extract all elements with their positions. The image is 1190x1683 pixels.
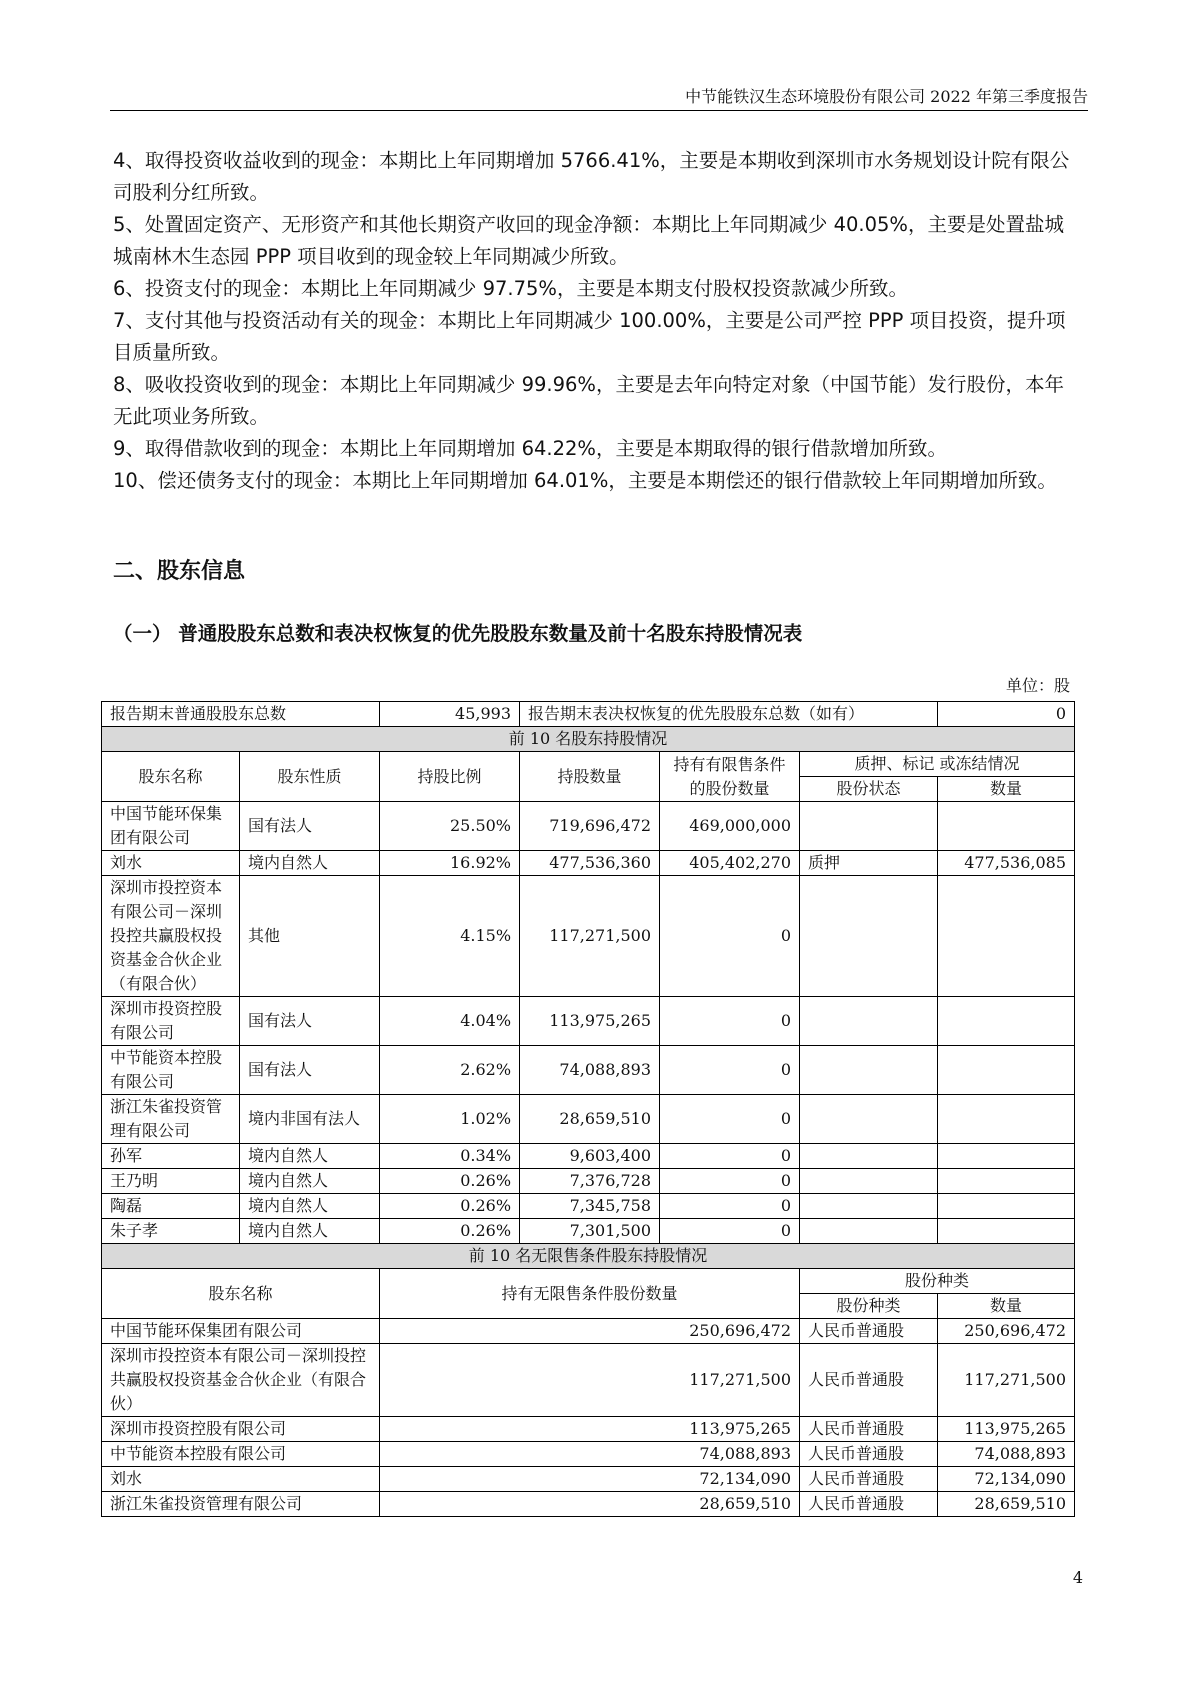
cell-name: 浙江朱雀投资管理有限公司 (102, 1095, 240, 1144)
cell-name: 朱子孝 (102, 1219, 240, 1244)
cell-shares: 9,603,400 (520, 1144, 660, 1169)
cell-holder-name: 深圳市投控资本有限公司－深圳投控共赢股权投资基金合伙企业（有限合伙） (102, 1344, 380, 1417)
cell-unrestricted-qty: 117,271,500 (380, 1344, 800, 1417)
paragraph: 10、偿还债务支付的现金：本期比上年同期增加 64.01%，主要是本期偿还的银行借款较上年同期增加所致。 (113, 469, 1057, 492)
cell-restricted: 0 (660, 1219, 800, 1244)
cell-restricted: 0 (660, 997, 800, 1046)
section-row (102, 1244, 1075, 1269)
cell-share-class: 人民币普通股 (800, 1344, 938, 1417)
cell-class-amount: 113,975,265 (938, 1417, 1075, 1442)
table-row (102, 1344, 1075, 1417)
cell-amount (938, 1194, 1075, 1219)
pref-holders-value: 0 (938, 702, 1075, 727)
cell-amount (938, 1169, 1075, 1194)
col-header-nature: 股东性质 (240, 752, 380, 802)
table-row (102, 1144, 1075, 1169)
cell-shares: 74,088,893 (520, 1046, 660, 1095)
cell-name: 中国节能环保集团有限公司 (102, 802, 240, 851)
subsection-title: （一） 普通股股东总数和表决权恢复的优先股股东数量及前十名股东持股情况表 (113, 622, 803, 645)
cell-amount (938, 1046, 1075, 1095)
cell-shares: 7,376,728 (520, 1169, 660, 1194)
cell-holder-name: 浙江朱雀投资管理有限公司 (102, 1492, 380, 1517)
cell-ratio: 4.04% (380, 997, 520, 1046)
cell-restricted: 0 (660, 876, 800, 997)
cell-amount (938, 1144, 1075, 1169)
unit-label: 单位：股 (1005, 676, 1070, 695)
cell-restricted: 0 (660, 1194, 800, 1219)
cell-amount: 477,536,085 (938, 851, 1075, 876)
table-row (102, 1194, 1075, 1219)
summary-row (102, 702, 1075, 727)
cell-unrestricted-qty: 72,134,090 (380, 1467, 800, 1492)
cell-nature: 境内自然人 (240, 1194, 380, 1219)
page-number: 4 (1072, 1568, 1083, 1587)
cell-ratio: 2.62% (380, 1046, 520, 1095)
cell-ratio: 4.15% (380, 876, 520, 997)
table-row (102, 1095, 1075, 1144)
cell-amount (938, 802, 1075, 851)
paragraph: 6、投资支付的现金：本期比上年同期减少 97.75%，主要是本期支付股权投资款减少所致。 (113, 277, 908, 300)
table-row (102, 1417, 1075, 1442)
cell-share-class: 人民币普通股 (800, 1442, 938, 1467)
cell-name: 王乃明 (102, 1169, 240, 1194)
cell-status (800, 997, 938, 1046)
cell-ratio: 0.26% (380, 1219, 520, 1244)
col-header-ratio: 持股比例 (380, 752, 520, 802)
cell-status (800, 1144, 938, 1169)
cell-nature: 国有法人 (240, 997, 380, 1046)
cell-holder-name: 中国节能环保集团有限公司 (102, 1319, 380, 1344)
cell-restricted: 469,000,000 (660, 802, 800, 851)
cell-unrestricted-qty: 250,696,472 (380, 1319, 800, 1344)
cell-restricted: 0 (660, 1095, 800, 1144)
cell-share-class: 人民币普通股 (800, 1467, 938, 1492)
cell-class-amount: 74,088,893 (938, 1442, 1075, 1467)
cell-amount (938, 997, 1075, 1046)
cell-name: 深圳市投资控股有限公司 (102, 997, 240, 1046)
table-row (102, 1046, 1075, 1095)
cell-amount (938, 1219, 1075, 1244)
col-header-amount: 数量 (938, 777, 1075, 802)
table-row (102, 876, 1075, 997)
table-row (102, 997, 1075, 1046)
cell-shares: 113,975,265 (520, 997, 660, 1046)
cell-name: 陶磊 (102, 1194, 240, 1219)
cell-nature: 国有法人 (240, 1046, 380, 1095)
paragraph: 4、取得投资收益收到的现金：本期比上年同期增加 5766.41%，主要是本期收到深圳市水务规划设计院有限公司股利分红所致。 (113, 149, 1070, 204)
cell-share-class: 人民币普通股 (800, 1417, 938, 1442)
cell-class-amount: 117,271,500 (938, 1344, 1075, 1417)
cell-ratio: 0.26% (380, 1194, 520, 1219)
cell-name: 中节能资本控股有限公司 (102, 1046, 240, 1095)
table-row (102, 1169, 1075, 1194)
cell-shares: 477,536,360 (520, 851, 660, 876)
paragraph-list (113, 145, 1073, 497)
cell-amount (938, 876, 1075, 997)
col-header-unrestricted-qty: 持有无限售条件股份数量 (380, 1269, 800, 1319)
cell-class-amount: 72,134,090 (938, 1467, 1075, 1492)
shareholder-table (101, 701, 1075, 1517)
cell-status (800, 802, 938, 851)
col-header-name: 股东名称 (102, 752, 240, 802)
paragraph: 5、处置固定资产、无形资产和其他长期资产收回的现金净额：本期比上年同期减少 40.05%，主要是处置盐城城南林木生态园 PPP 项目收到的现金较上年同期减少所致。 (113, 213, 1064, 268)
cell-shares: 117,271,500 (520, 876, 660, 997)
col-header-class: 股份种类 (800, 1294, 938, 1319)
table-row (102, 1492, 1075, 1517)
cell-nature: 境内自然人 (240, 1169, 380, 1194)
cell-amount (938, 1095, 1075, 1144)
cell-ratio: 25.50% (380, 802, 520, 851)
cell-ratio: 0.26% (380, 1169, 520, 1194)
cell-shares: 7,345,758 (520, 1194, 660, 1219)
cell-nature: 境内非国有法人 (240, 1095, 380, 1144)
cell-shares: 719,696,472 (520, 802, 660, 851)
paragraph: 9、取得借款收到的现金：本期比上年同期增加 64.22%，主要是本期取得的银行借款增加所致。 (113, 437, 947, 460)
cell-class-amount: 28,659,510 (938, 1492, 1075, 1517)
cell-ratio: 0.34% (380, 1144, 520, 1169)
table-row (102, 1319, 1075, 1344)
cell-status (800, 1219, 938, 1244)
cell-status: 质押 (800, 851, 938, 876)
cell-ratio: 16.92% (380, 851, 520, 876)
table-row (102, 802, 1075, 851)
col-header-restricted: 持有有限售条件的股份数量 (660, 752, 800, 802)
unrestricted-title: 前 10 名无限售条件股东持股情况 (102, 1244, 1075, 1269)
cell-unrestricted-qty: 113,975,265 (380, 1417, 800, 1442)
section-row (102, 727, 1075, 752)
cell-nature: 境内自然人 (240, 851, 380, 876)
cell-share-class: 人民币普通股 (800, 1492, 938, 1517)
cell-unrestricted-qty: 28,659,510 (380, 1492, 800, 1517)
cell-nature: 其他 (240, 876, 380, 997)
cell-name: 深圳市投控资本有限公司－深圳投控共赢股权投资基金合伙企业（有限合伙） (102, 876, 240, 997)
top10-title: 前 10 名股东持股情况 (102, 727, 1075, 752)
table-row (102, 851, 1075, 876)
cell-status (800, 1194, 938, 1219)
col-header-holder-name: 股东名称 (102, 1269, 380, 1319)
cell-holder-name: 刘水 (102, 1467, 380, 1492)
cell-holder-name: 中节能资本控股有限公司 (102, 1442, 380, 1467)
cell-status (800, 876, 938, 997)
cell-ratio: 1.02% (380, 1095, 520, 1144)
cell-status (800, 1095, 938, 1144)
paragraph: 7、支付其他与投资活动有关的现金：本期比上年同期减少 100.00%，主要是公司严控 PPP 项目投资，提升项目质量所致。 (113, 309, 1066, 364)
cell-nature: 境内自然人 (240, 1144, 380, 1169)
cell-status (800, 1046, 938, 1095)
col-header-shares: 持股数量 (520, 752, 660, 802)
col-header-status: 股份状态 (800, 777, 938, 802)
cell-unrestricted-qty: 74,088,893 (380, 1442, 800, 1467)
header-title: 中节能铁汉生态环境股份有限公司 2022 年第三季度报告 (685, 87, 1088, 106)
cell-restricted: 0 (660, 1046, 800, 1095)
cell-nature: 国有法人 (240, 802, 380, 851)
common-holders-label: 报告期末普通股股东总数 (102, 702, 380, 727)
table-row (102, 1467, 1075, 1492)
table-row (102, 1442, 1075, 1467)
section-title: 二、股东信息 (113, 559, 246, 584)
cell-restricted: 405,402,270 (660, 851, 800, 876)
table-row (102, 1219, 1075, 1244)
cell-class-amount: 250,696,472 (938, 1319, 1075, 1344)
col-header-class-amount: 数量 (938, 1294, 1075, 1319)
col-header-class-group: 股份种类 (800, 1269, 1075, 1294)
header-row (102, 752, 1075, 777)
common-holders-value: 45,993 (380, 702, 520, 727)
cell-holder-name: 深圳市投资控股有限公司 (102, 1417, 380, 1442)
cell-restricted: 0 (660, 1144, 800, 1169)
col-header-pledge: 质押、标记 或冻结情况 (800, 752, 1075, 777)
cell-nature: 境内自然人 (240, 1219, 380, 1244)
cell-shares: 7,301,500 (520, 1219, 660, 1244)
page-header (110, 80, 1088, 111)
cell-status (800, 1169, 938, 1194)
header-row (102, 1269, 1075, 1294)
paragraph: 8、吸收投资收到的现金：本期比上年同期减少 99.96%，主要是去年向特定对象（中国节能）发行股份，本年无此项业务所致。 (113, 373, 1064, 428)
cell-share-class: 人民币普通股 (800, 1319, 938, 1344)
cell-name: 孙军 (102, 1144, 240, 1169)
cell-restricted: 0 (660, 1169, 800, 1194)
pref-holders-label: 报告期末表决权恢复的优先股股东总数（如有） (520, 702, 938, 727)
cell-shares: 28,659,510 (520, 1095, 660, 1144)
cell-name: 刘水 (102, 851, 240, 876)
